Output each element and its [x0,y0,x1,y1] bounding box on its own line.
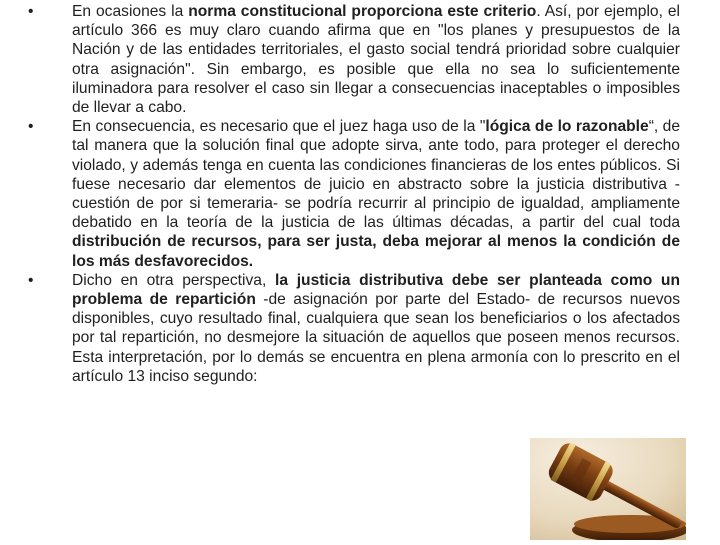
gavel-illustration [530,438,686,540]
bullet-dot: • [28,271,34,289]
bullet-item [20,117,680,271]
bullet-text: Dicho en otra perspectiva, la justicia distributiva debe ser planteada como un problema de repartición -de asignación por parte del Estado- de recursos nuevos disponibles, cuyo resultado final, cualquiera que sean los beneficiarios o los afectados por tal repartición, no desmejore la situación de aquellos que poseen menos recursos. Esta interpretación, por lo demás se encuentra en plena armonía con lo prescrito en el artículo 13 inciso segundo: [72,271,680,385]
bullet-dot: • [28,118,34,136]
gavel-icon [530,438,686,540]
bullet-item [20,271,680,386]
bullet-text: En consecuencia, es necesario que el juez haga uso de la "lógica de lo razonable“, de tal manera que la solución final que adopte sirva, ante todo, para proteger el derecho violado, y además tenga en cuenta las condiciones financieras de los entes públicos. Si fuese necesario dar elementos de juicio en abstracto sobre la justicia distributiva -cuestión de por si temeraria- se podría recurrir al principio de igualdad, ampliamente debatido en la teoría de la justicia de las últimas décadas, a partir del cual toda distribución de recursos, para ser justa, deba mejorar al menos la condición de los más desfavorecidos. [72,118,681,270]
bullet-item [20,2,680,117]
bullet-text: En ocasiones la norma constitucional proporciona este criterio. Así, por ejemplo, el artículo 366 es muy claro cuando afirma que en "los planes y presupuestos de la Nación y de las entidades territoriales, el gasto social tendrá prioridad sobre cualquier otra asignación". Sin embargo, es posible que ella no sea lo suficientemente iluminadora para resolver el caso sin llegar a consecuencias inaceptables o imposibles de llevar a cabo. [72,3,680,117]
bullet-dot: • [28,3,34,20]
bullet-list [20,2,680,386]
